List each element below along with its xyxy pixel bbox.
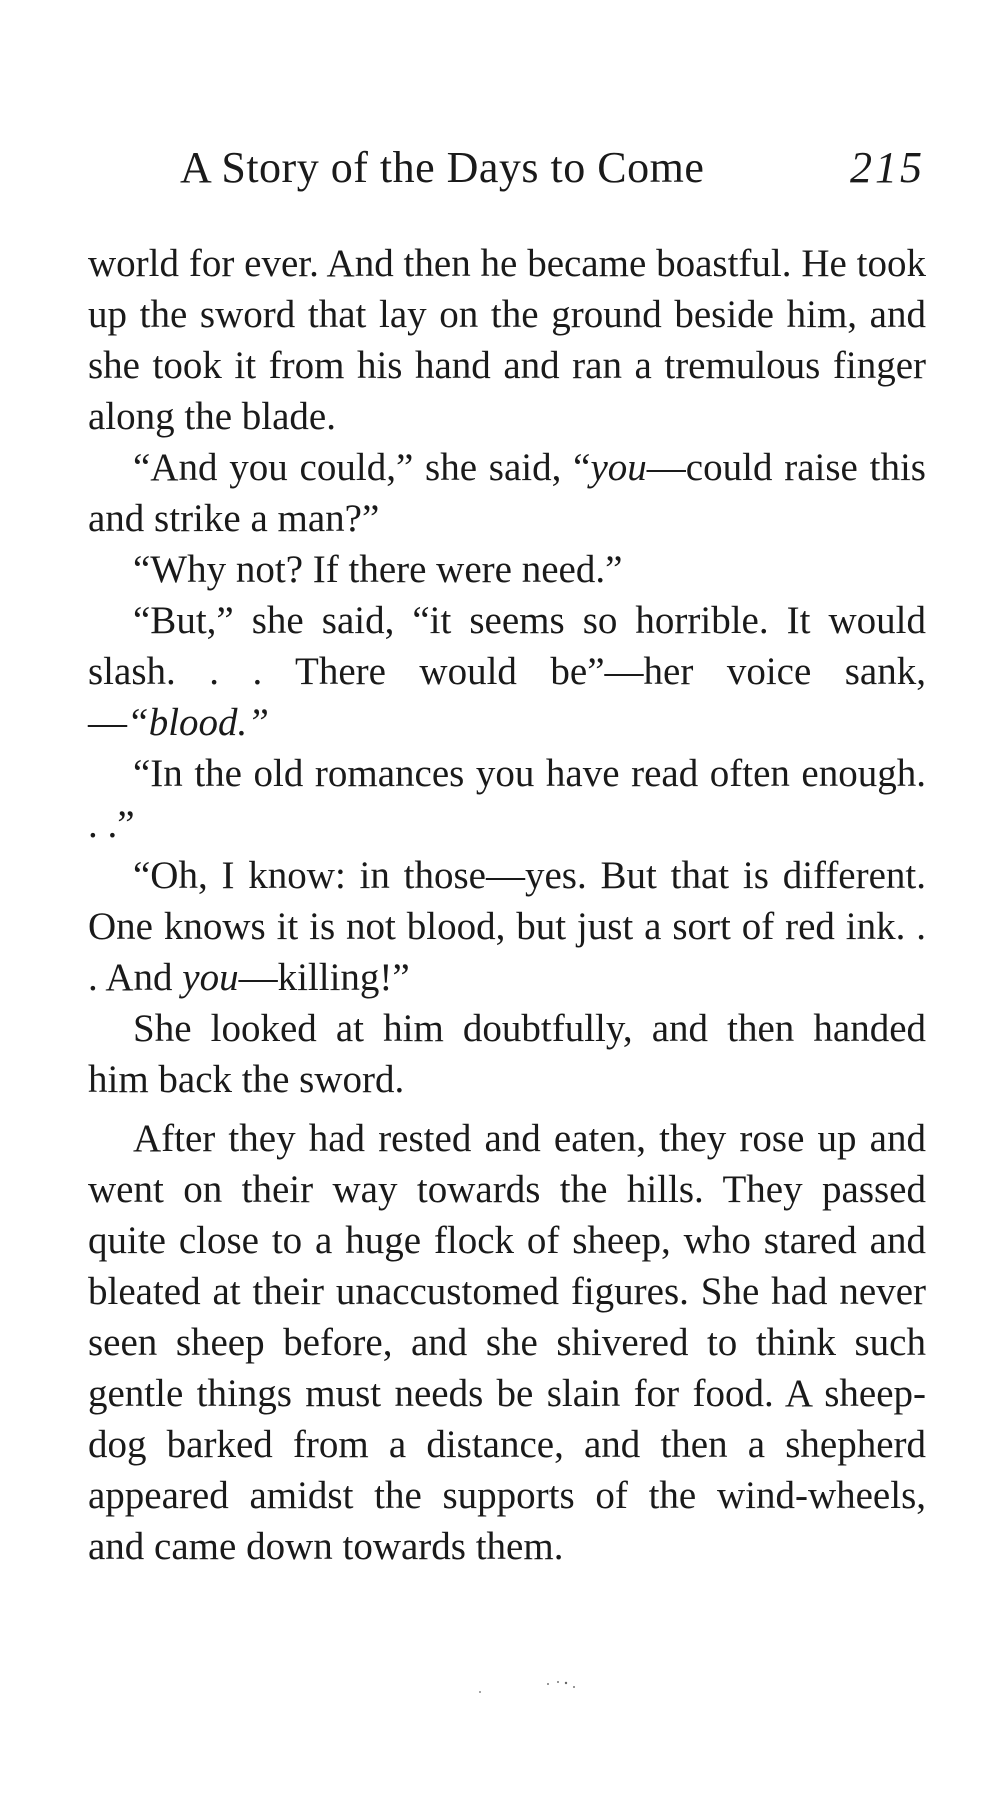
text-run: “But,” she said, “it seems so horrible. It would slash. . . There would be”—her voice sank,— xyxy=(88,599,926,744)
text-run: “In the old romances you have read often enough. . .” xyxy=(88,752,926,846)
page-number: 215 xyxy=(850,143,925,192)
paragraph xyxy=(88,1113,926,1572)
text-run: “Why not? If there were need.” xyxy=(133,548,623,591)
text-run: She looked at him doubtfully, and then handed him back the sword. xyxy=(88,1007,926,1101)
italic-text: you xyxy=(182,956,239,999)
body-text xyxy=(88,238,926,1572)
running-head-title: A Story of the Days to Come xyxy=(180,143,705,192)
paragraph xyxy=(88,442,926,544)
paragraph xyxy=(88,850,926,1003)
text-run: “And you could,” she said, “ xyxy=(133,446,591,489)
text-run: “Oh, I know: in those—yes. But that is different. One knows it is not blood, but just a sort of red ink. . . And xyxy=(88,854,926,999)
paragraph xyxy=(88,1003,926,1105)
text-run: —killing!” xyxy=(238,956,410,999)
text-run: world for ever. And then he became boastful. He took up the sword that lay on the ground beside him, and she took it from his hand and ran a tremulous finger along the blade. xyxy=(88,242,926,438)
print-specks xyxy=(470,1670,650,1710)
paragraph xyxy=(88,748,926,850)
italic-text: “blood.” xyxy=(127,701,269,744)
italic-text: you xyxy=(590,446,647,489)
paragraph xyxy=(88,544,926,595)
text-run: —could raise this and strike a man?” xyxy=(88,446,926,540)
paragraph xyxy=(88,238,926,442)
text-run: After they had rested and eaten, they rose up and went on their way towards the hills. They passed quite close to a huge flock of sheep, who stared and bleated at their unaccustomed figures. She had never seen sheep before, and she shivered to think such gentle things must needs be slain for food. A sheep-dog barked from a distance, and then a shepherd appeared amidst the supports of the wind-wheels, and came down towards them. xyxy=(88,1117,926,1568)
paragraph xyxy=(88,595,926,748)
